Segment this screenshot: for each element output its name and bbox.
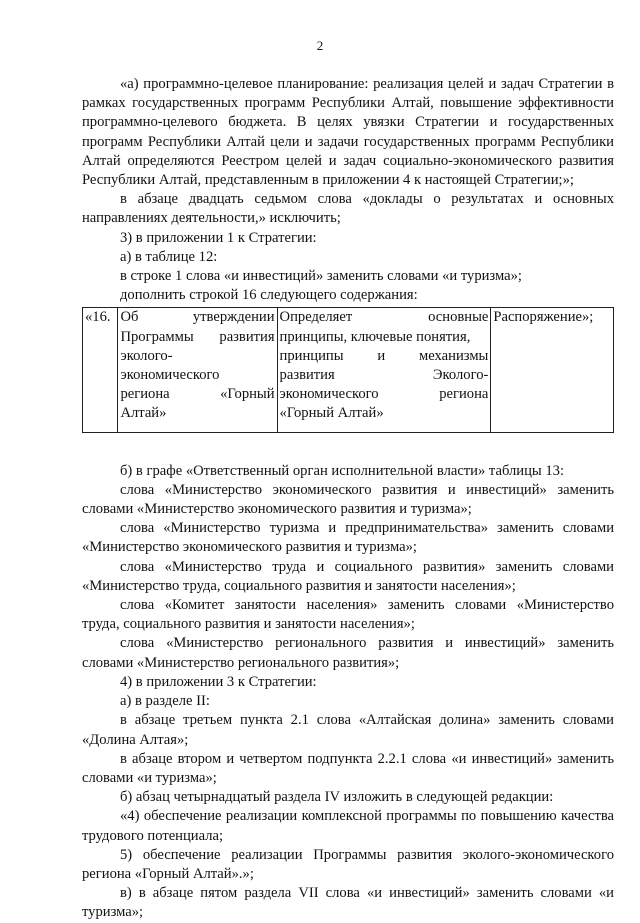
paragraph: 4) в приложении 3 к Стратегии: — [120, 673, 317, 690]
paragraph: «а) программно-целевое планирование: реализация целей и задач Стратегии в рамках государственных программ Республики Алтай, повышение эффективности программно-целевого бюджета. В целях увязки Стратегии и государственных программ Республики Алтай цели и задачи государственных программ Республики Алтай определяются Реестром целей и задач социально-экономического развития Республики Алтай, представленным в приложении 4 к настоящей Стратегии;»; — [82, 76, 614, 189]
cell-line: Программы развития — [120, 328, 275, 345]
paragraph: 3) в приложении 1 к Стратегии: — [120, 229, 317, 246]
cell-line: Определяет основные — [279, 309, 489, 326]
paragraph: в абзаце третьем пункта 2.1 слова «Алтайская долина» заменить словами «Долина Алтая»; — [82, 712, 614, 748]
paragraph: в строке 1 слова «и инвестиций» заменить словами «и туризма»; — [120, 268, 522, 285]
paragraph: в) в абзаце пятом раздела VII слова «и инвестиций» заменить словами «и туризма»; — [82, 885, 614, 921]
paragraph: а) в разделе II: — [120, 693, 210, 710]
inserted-table-row — [82, 307, 614, 432]
paragraph: «4) обеспечение реализации комплексной программы по повышению качества трудового потенциала; — [82, 808, 614, 844]
paragraph: слова «Комитет занятости населения» заменить словами «Министерство труда, социального развития и занятости населения»; — [82, 597, 614, 633]
paragraph: б) в графе «Ответственный орган исполнительной власти» таблицы 13: — [120, 462, 565, 479]
paragraph: слова «Министерство регионального развития и инвестиций» заменить словами «Министерство регионального развития»; — [82, 635, 614, 671]
table-row — [83, 308, 614, 432]
document-type-cell: Распоряжение»; — [491, 308, 614, 432]
cell-line: экономического региона — [279, 386, 489, 403]
cell-line: региона «Горный — [120, 386, 275, 403]
cell-line: принципы, ключевые понятия, — [279, 328, 471, 345]
paragraph: слова «Министерство труда и социального развития» заменить словами «Министерство труда, социального развития и занятости населения»; — [82, 558, 614, 594]
paragraph: слова «Министерство экономического развития и инвестиций» заменить словами «Министерство экономического развития и туризма»; — [82, 481, 614, 518]
cell-line: экономического — [120, 367, 220, 384]
paragraph: в абзаце втором и четвертом подпункта 2.2.1 слова «и инвестиций» заменить словами «и туризма»; — [82, 750, 614, 786]
paragraph: дополнить строкой 16 следующего содержания: — [120, 287, 418, 304]
document-body — [82, 75, 614, 923]
paragraph: в абзаце двадцать седьмом слова «доклады о результатах и основных направлениях деятельности,» исключить; — [82, 191, 614, 227]
paragraph: б) абзац четырнадцатый раздела IV изложить в следующей редакции: — [120, 789, 554, 806]
description-cell — [277, 308, 491, 432]
paragraph: а) в таблице 12: — [120, 248, 218, 265]
cell-line: принципы и механизмы — [279, 347, 489, 364]
document-title-cell — [118, 308, 277, 432]
cell-line: Об утверждении — [120, 309, 275, 326]
row-number-cell: «16. — [83, 308, 118, 432]
paragraphs-before-table — [82, 75, 614, 305]
cell-line: эколого- — [120, 347, 173, 364]
paragraph: 5) обеспечение реализации Программы развития эколого-экономического региона «Горный Алтай».»; — [82, 846, 614, 882]
paragraphs-after-table — [82, 462, 614, 923]
cell-line: Алтай» — [120, 405, 167, 422]
cell-line: развития Эколого- — [279, 367, 489, 384]
cell-line: «Горный Алтай» — [279, 405, 384, 422]
paragraph: слова «Министерство туризма и предпринимательства» заменить словами «Министерство экономического развития и туризма»; — [82, 520, 614, 556]
page-number: 2 — [316, 38, 324, 53]
